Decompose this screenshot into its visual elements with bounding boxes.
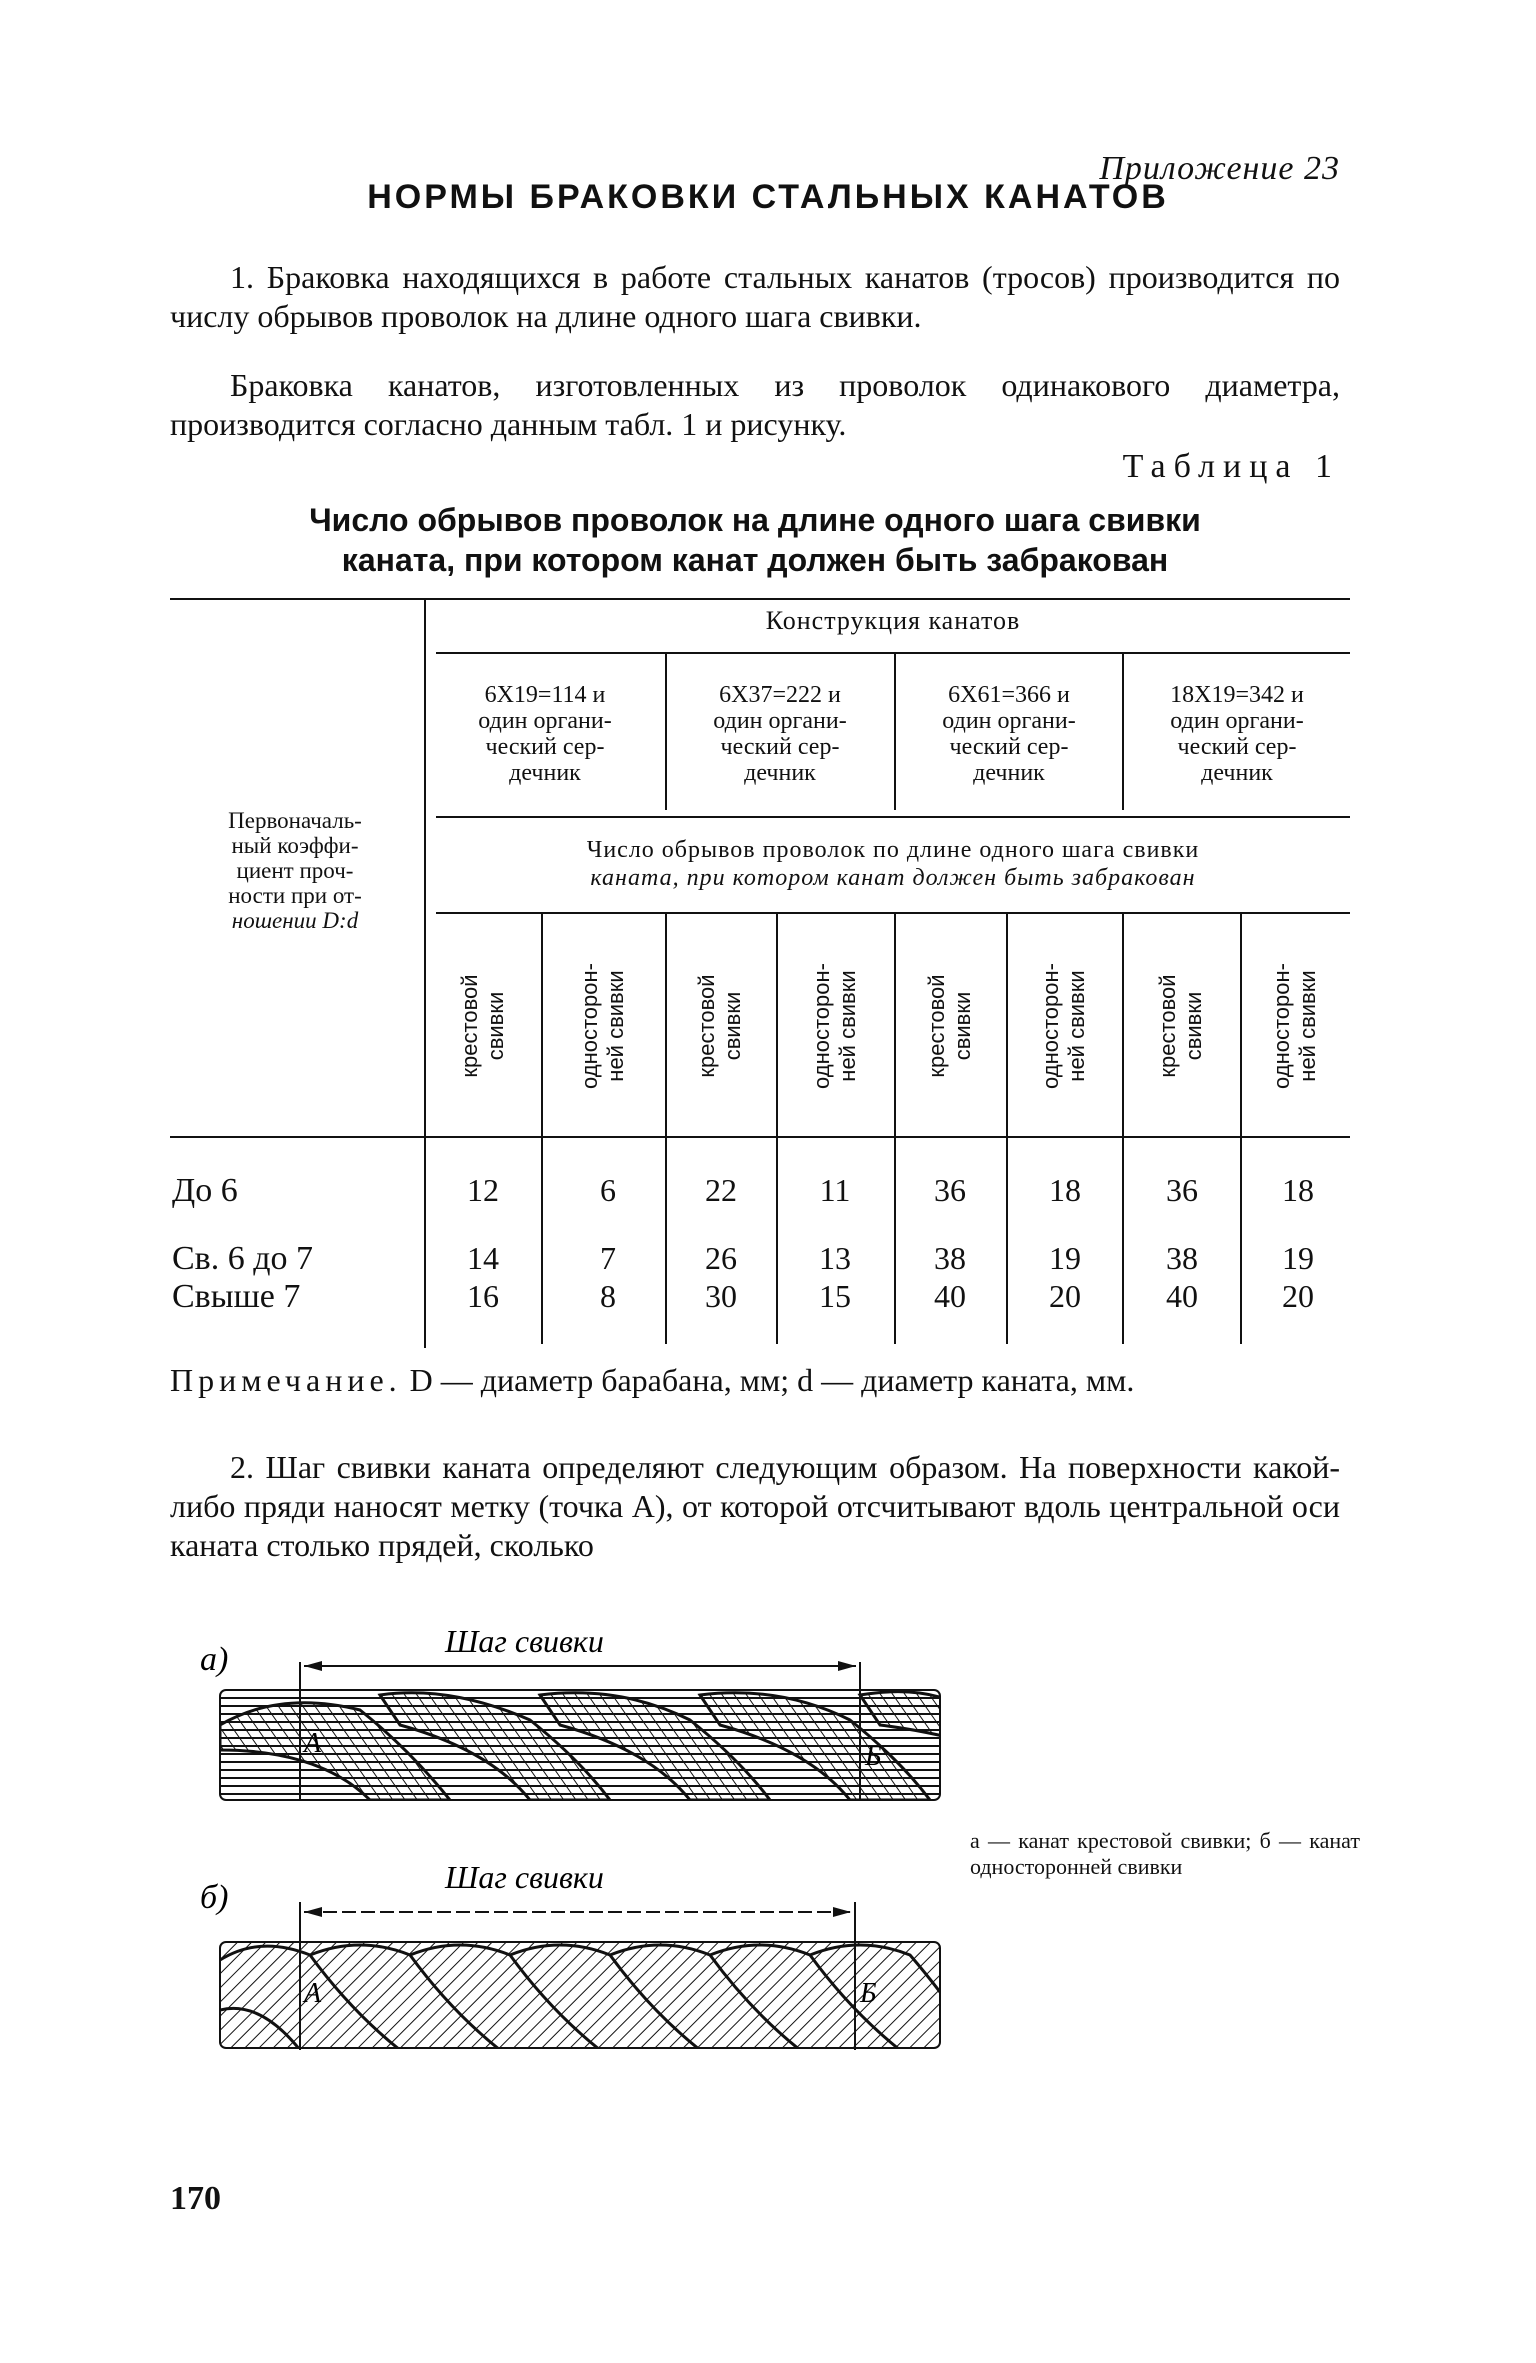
rope-figure-b bbox=[200, 1859, 960, 2065]
table-cell: 40 bbox=[934, 1278, 966, 1314]
table-cell: 18 bbox=[1282, 1172, 1314, 1208]
one-side-lay-rope-drawing bbox=[200, 1859, 960, 2060]
page-title: НОРМЫ БРАКОВКИ СТАЛЬНЫХ КАНАТОВ bbox=[367, 178, 1169, 216]
paragraph-2: Браковка канатов, изготовленных из проволок одинакового диаметра, производится согласно данным табл. 1 и рисунку. bbox=[170, 367, 1340, 442]
table-cell: 38 bbox=[1166, 1240, 1198, 1276]
paragraph-1: 1. Браковка находящихся в работе стальных канатов (тросов) производится по числу обрывов проволок на длине одного шага свивки. bbox=[170, 259, 1340, 334]
table-cell: 8 bbox=[600, 1278, 616, 1314]
row-label: До 6 bbox=[172, 1172, 238, 1209]
construction-header: Конструкция канатов bbox=[765, 606, 1021, 635]
table-cell: 18 bbox=[1049, 1172, 1081, 1208]
table-cell: 22 bbox=[705, 1172, 737, 1208]
table-cell: 38 bbox=[934, 1240, 966, 1276]
table-cell: 36 bbox=[934, 1172, 966, 1208]
row-label: Свыше 7 bbox=[172, 1278, 301, 1315]
lay-cross-header: крестовой свивки bbox=[924, 974, 975, 1078]
table-cell: 40 bbox=[1166, 1278, 1198, 1314]
page-number: 170 bbox=[170, 2180, 221, 2217]
table-cell: 11 bbox=[819, 1172, 851, 1208]
point-a-label: А bbox=[304, 1978, 322, 2009]
table-title-line-1: Число обрывов проволок на длине одного шага свивки bbox=[309, 502, 1201, 538]
note-text: D — диаметр барабана, мм; d — диаметр каната, мм. bbox=[409, 1362, 1135, 1398]
table-cell: 6 bbox=[600, 1172, 616, 1208]
table-cell: 36 bbox=[1166, 1172, 1198, 1208]
table-cell: 26 bbox=[705, 1240, 737, 1276]
table-cell: 12 bbox=[467, 1172, 499, 1208]
table-note bbox=[170, 1360, 1340, 1400]
table-title bbox=[170, 500, 1340, 580]
point-b-label: Б bbox=[860, 1978, 877, 2009]
table-cell: 7 bbox=[600, 1240, 616, 1276]
appendix-label: Приложение 23 bbox=[1099, 150, 1340, 187]
table-cell: 13 bbox=[819, 1240, 851, 1276]
construction-18x19: 18X19=342 и один органи- ческий сер- дечник bbox=[1170, 682, 1304, 786]
table-cell: 30 bbox=[705, 1278, 737, 1314]
table-cell: 20 bbox=[1049, 1278, 1081, 1314]
lay-cross-header: крестовой свивки bbox=[1155, 974, 1206, 1078]
figure-label-a: а) bbox=[200, 1641, 229, 1678]
construction-6x19: 6X19=114 и один органи- ческий сер- дечник bbox=[478, 682, 612, 786]
pitch-label-b: Шаг свивки bbox=[445, 1859, 604, 1895]
breaks-subheader: Число обрывов проволок по длине одного шага свивки каната, при котором канат должен быть забракован bbox=[586, 837, 1200, 891]
lay-one-header: односторон- ней свивки bbox=[1269, 963, 1320, 1089]
table-label: Таблица 1 bbox=[1122, 448, 1340, 485]
rope-figure-a bbox=[200, 1623, 960, 1815]
lay-one-header: односторон- ней свивки bbox=[577, 963, 628, 1089]
row-header: Первоначаль- ный коэффи- циент проч- ности при от- ношении D:d bbox=[228, 808, 362, 933]
pitch-label-a: Шаг свивки bbox=[445, 1623, 604, 1659]
lay-one-header: односторон- ней свивки bbox=[809, 963, 860, 1089]
table-cell: 20 bbox=[1282, 1278, 1314, 1314]
lay-one-header: односторон- ней свивки bbox=[1038, 963, 1089, 1089]
lay-cross-header: крестовой свивки bbox=[694, 974, 745, 1078]
table-cell: 19 bbox=[1049, 1240, 1081, 1276]
construction-6x37: 6X37=222 и один органи- ческий сер- дечник bbox=[713, 682, 847, 786]
table-cell: 16 bbox=[467, 1278, 499, 1314]
point-a-label: А bbox=[304, 1728, 322, 1759]
row-label: Св. 6 до 7 bbox=[172, 1240, 314, 1277]
construction-6x61: 6X61=366 и один органи- ческий сер- дечник bbox=[942, 682, 1076, 786]
table-cell: 15 bbox=[819, 1278, 851, 1314]
figure-caption: а — канат крестовой свивки; б — канат односторонней свивки bbox=[970, 1828, 1360, 1879]
note-prefix: Примечание. bbox=[170, 1362, 402, 1398]
paragraph-3: 2. Шаг свивки каната определяют следующим образом. На поверхности какой-либо пряди наносят метку (точка А), от которой отсчитывают вдоль центральной оси каната столько прядей, сколько bbox=[170, 1449, 1340, 1563]
cross-lay-rope-drawing bbox=[200, 1623, 960, 1810]
table-title-line-2: каната, при котором канат должен быть забракован bbox=[341, 542, 1169, 578]
table-cell: 19 bbox=[1282, 1240, 1314, 1276]
lay-cross-header: крестовой свивки bbox=[457, 974, 508, 1078]
table-cell: 14 bbox=[467, 1240, 499, 1276]
point-b-label: Б bbox=[865, 1741, 882, 1772]
figure-label-b: б) bbox=[200, 1879, 229, 1916]
